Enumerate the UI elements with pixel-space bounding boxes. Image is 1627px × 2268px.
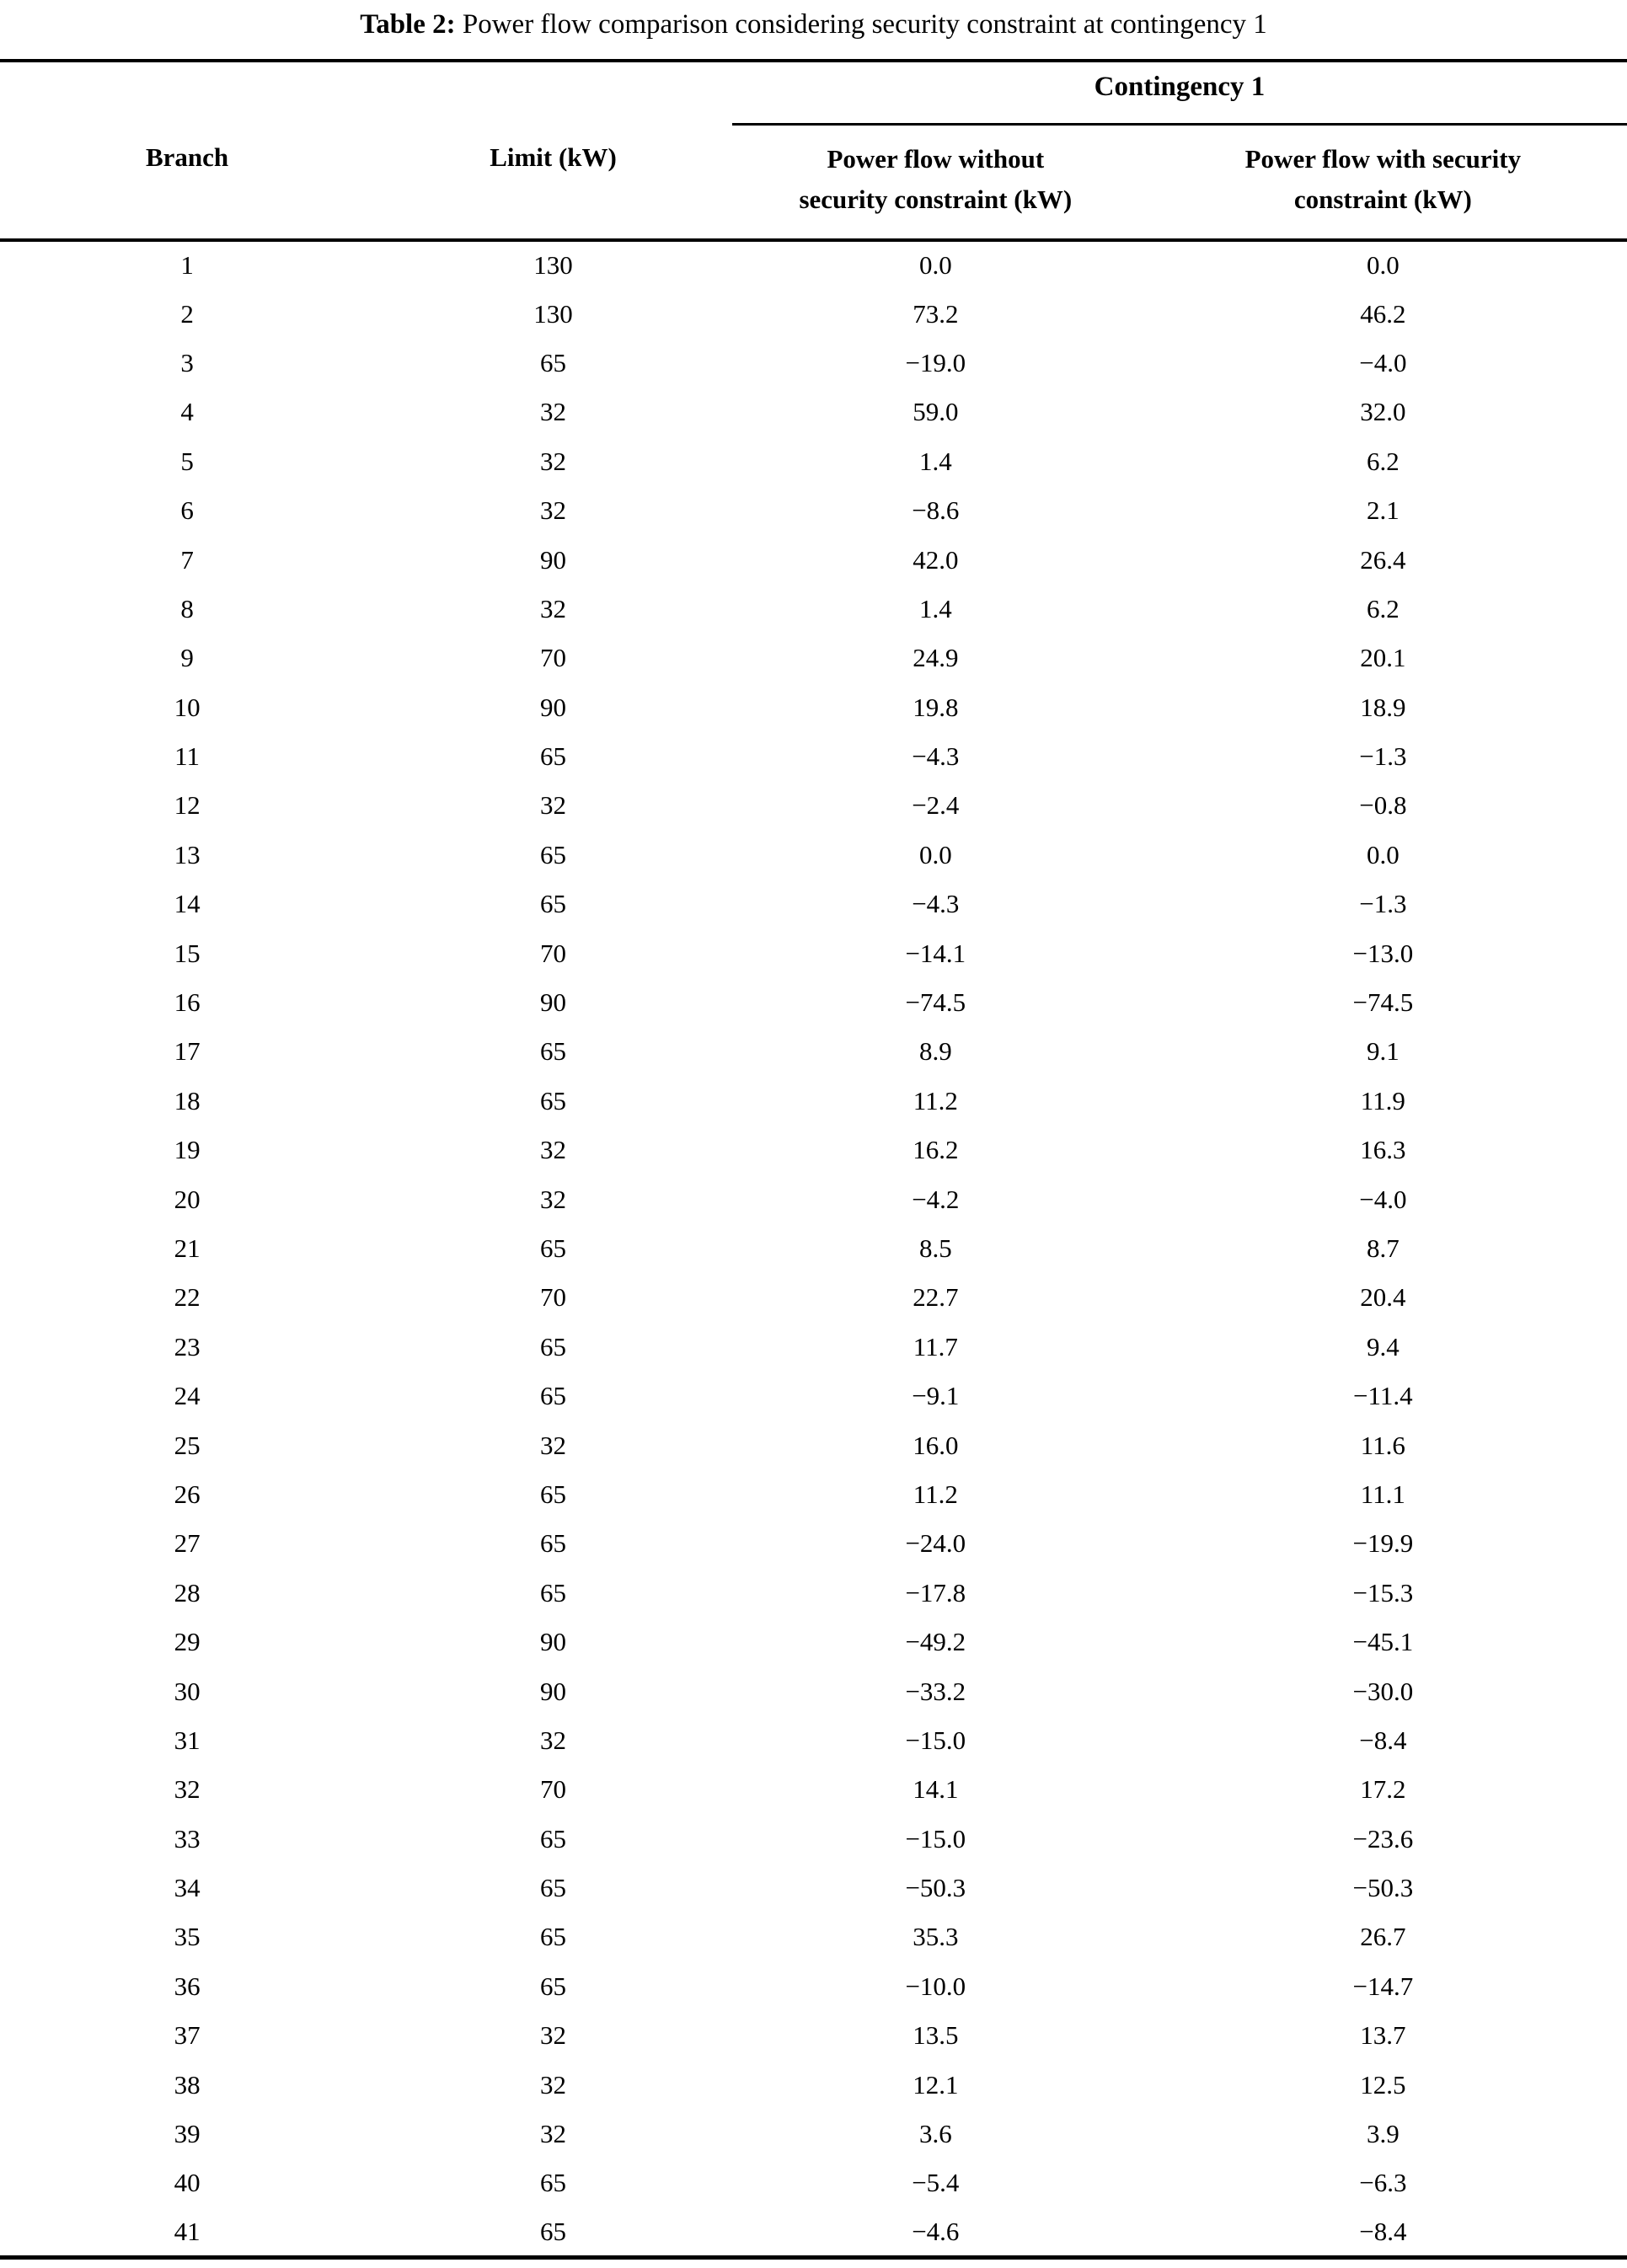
- branch-cell: 31: [174, 1725, 201, 1755]
- branch-cell: 16: [174, 987, 201, 1018]
- flow-without-cell: −50.3: [905, 1873, 966, 1903]
- col-header-limit: [374, 124, 732, 240]
- flow-without-cell: 11.2: [913, 1479, 958, 1509]
- flow-with-cell: 11.6: [1360, 1430, 1405, 1460]
- flow-with-cell: −14.7: [1352, 1971, 1414, 2001]
- table-body: [0, 240, 1627, 2257]
- limit-cell: 65: [540, 1577, 567, 1607]
- limit-cell: 65: [540, 347, 567, 377]
- flow-without-cell: −10.0: [905, 1971, 966, 2001]
- limit-cell: 32: [540, 2020, 567, 2051]
- table-row: [0, 535, 1627, 584]
- group-header-row: [0, 61, 1627, 124]
- table-row: [0, 1519, 1627, 1568]
- flow-without-cell: 59.0: [913, 397, 959, 427]
- flow-without-cell: −4.3: [912, 889, 960, 919]
- flow-without-cell: −8.6: [912, 495, 960, 526]
- limit-cell: 65: [540, 2168, 567, 2198]
- table-row: [0, 732, 1627, 781]
- flow-without-cell: 19.8: [913, 692, 959, 722]
- table-row: [0, 2060, 1627, 2109]
- branch-cell: 4: [180, 397, 194, 427]
- limit-cell: 65: [540, 1381, 567, 1411]
- limit-cell: 90: [540, 1676, 567, 1706]
- limit-cell: 65: [540, 1331, 567, 1361]
- flow-without-cell: −49.2: [905, 1627, 966, 1657]
- table-row: [0, 2158, 1627, 2207]
- flow-without-cell: −2.4: [912, 790, 960, 821]
- flow-with-cell: 26.7: [1360, 1922, 1406, 1952]
- flow-without-cell: −4.6: [912, 2216, 960, 2246]
- branch-cell: 7: [180, 544, 194, 575]
- table-row: [0, 1323, 1627, 1372]
- flow-with-cell: 11.1: [1360, 1479, 1405, 1509]
- col-header-branch: [0, 124, 374, 240]
- limit-cell: 65: [540, 1036, 567, 1067]
- flow-with-cell: 11.9: [1360, 1085, 1405, 1115]
- branch-cell: 33: [174, 1823, 201, 1853]
- limit-cell: 65: [540, 741, 567, 772]
- flow-without-cell: 42.0: [913, 544, 959, 575]
- flow-with-cell: 20.1: [1360, 643, 1406, 673]
- limit-cell: 32: [540, 593, 567, 623]
- flow-with-cell: −8.4: [1359, 2216, 1407, 2246]
- branch-cell: 5: [180, 446, 194, 476]
- limit-cell: 90: [540, 692, 567, 722]
- flow-without-cell: 11.2: [913, 1085, 958, 1115]
- power-flow-table: [0, 59, 1627, 2260]
- flow-with-cell: 0.0: [1366, 839, 1400, 869]
- flow-with-cell: −50.3: [1352, 1873, 1414, 1903]
- limit-cell: 65: [540, 1085, 567, 1115]
- flow-without-cell: 8.5: [918, 1233, 952, 1263]
- branch-cell: 36: [174, 1971, 201, 2001]
- flow-with-cell: −4.0: [1359, 1184, 1407, 1214]
- table-row: [0, 831, 1627, 880]
- branch-cell: 40: [174, 2168, 201, 2198]
- flow-without-cell: 8.9: [918, 1036, 952, 1067]
- table-row: [0, 289, 1627, 338]
- branch-cell: 19: [174, 1135, 201, 1165]
- flow-with-cell: 46.2: [1360, 298, 1406, 329]
- flow-with-cell: 17.2: [1360, 1774, 1406, 1805]
- flow-with-cell: −13.0: [1352, 938, 1414, 968]
- flow-without-cell: −9.1: [912, 1381, 960, 1411]
- branch-cell: 35: [174, 1922, 201, 1952]
- limit-cell: 70: [540, 643, 567, 673]
- flow-without-cell: 16.0: [913, 1430, 959, 1460]
- group-header-contingency-1: Contingency 1: [732, 61, 1627, 124]
- flow-without-cell: 1.4: [918, 593, 952, 623]
- branch-cell: 8: [180, 593, 194, 623]
- table-row: [0, 781, 1627, 830]
- table-row: [0, 1765, 1627, 1814]
- branch-cell: 21: [174, 1233, 201, 1263]
- column-header-row: [0, 124, 1627, 240]
- table-row: [0, 388, 1627, 436]
- table-row: [0, 339, 1627, 388]
- flow-without-cell: 22.7: [913, 1282, 959, 1313]
- table-row: [0, 1273, 1627, 1322]
- col-header-flow-without: [732, 124, 1139, 240]
- flow-with-cell: −23.6: [1352, 1823, 1414, 1853]
- branch-cell: 34: [174, 1873, 201, 1903]
- limit-cell: 90: [540, 987, 567, 1018]
- limit-cell: 65: [540, 1479, 567, 1509]
- col-header-branch-label: Branch: [145, 142, 229, 172]
- flow-without-cell: −17.8: [905, 1577, 966, 1607]
- flow-with-cell: −30.0: [1352, 1676, 1414, 1706]
- table-row: [0, 240, 1627, 289]
- branch-cell: 27: [174, 1528, 201, 1559]
- flow-without-cell: 0.0: [918, 839, 952, 869]
- branch-cell: 13: [174, 839, 201, 869]
- flow-without-cell: 3.6: [918, 2119, 952, 2149]
- limit-cell: 65: [540, 1233, 567, 1263]
- table-row: [0, 1420, 1627, 1469]
- branch-cell: 41: [174, 2216, 201, 2246]
- limit-cell: 65: [540, 1873, 567, 1903]
- table-row: [0, 1815, 1627, 1864]
- table-row: [0, 1666, 1627, 1715]
- branch-cell: 23: [174, 1331, 201, 1361]
- branch-cell: 2: [180, 298, 194, 329]
- branch-cell: 30: [174, 1676, 201, 1706]
- flow-without-cell: −15.0: [905, 1725, 966, 1755]
- branch-cell: 3: [180, 347, 194, 377]
- branch-cell: 38: [174, 2069, 201, 2100]
- table-row: [0, 1174, 1627, 1223]
- flow-without-cell: −5.4: [912, 2168, 960, 2198]
- flow-with-cell: −45.1: [1352, 1627, 1414, 1657]
- flow-with-cell: 2.1: [1366, 495, 1400, 526]
- limit-cell: 32: [540, 495, 567, 526]
- branch-cell: 11: [174, 741, 200, 772]
- flow-with-cell: −6.3: [1359, 2168, 1407, 2198]
- limit-cell: 65: [540, 1922, 567, 1952]
- limit-cell: 65: [540, 1823, 567, 1853]
- table-row: [0, 437, 1627, 486]
- branch-cell: 14: [174, 889, 201, 919]
- table-row: [0, 585, 1627, 634]
- flow-without-cell: 73.2: [913, 298, 959, 329]
- flow-without-cell: −4.2: [912, 1184, 960, 1214]
- branch-cell: 28: [174, 1577, 201, 1607]
- flow-without-cell: 0.0: [918, 250, 952, 281]
- limit-cell: 65: [540, 889, 567, 919]
- table-row: [0, 1224, 1627, 1273]
- flow-with-cell: 18.9: [1360, 692, 1406, 722]
- flow-with-cell: −1.3: [1359, 889, 1407, 919]
- table-row: [0, 1027, 1627, 1076]
- col-header-limit-label: Limit (kW): [490, 142, 617, 172]
- branch-cell: 37: [174, 2020, 201, 2051]
- table-caption-label: Table 2:: [360, 9, 456, 40]
- limit-cell: 32: [540, 790, 567, 821]
- col-header-flow-without-line1: Power flow without: [827, 143, 1045, 174]
- flow-with-cell: −4.0: [1359, 347, 1407, 377]
- flow-with-cell: 6.2: [1366, 446, 1400, 476]
- table-row: [0, 928, 1627, 977]
- flow-with-cell: 32.0: [1360, 397, 1406, 427]
- table-row: [0, 1569, 1627, 1618]
- table-row: [0, 683, 1627, 732]
- flow-with-cell: 26.4: [1360, 544, 1406, 575]
- table-row: [0, 2110, 1627, 2158]
- flow-without-cell: 35.3: [913, 1922, 959, 1952]
- branch-cell: 24: [174, 1381, 201, 1411]
- table-row: [0, 1716, 1627, 1765]
- flow-without-cell: 12.1: [913, 2069, 959, 2100]
- table-row: [0, 1962, 1627, 2011]
- table-row: [0, 1372, 1627, 1420]
- limit-cell: 90: [540, 544, 567, 575]
- flow-with-cell: 9.1: [1366, 1036, 1400, 1067]
- table-row: [0, 1470, 1627, 1519]
- limit-cell: 32: [540, 2119, 567, 2149]
- branch-cell: 10: [174, 692, 201, 722]
- flow-with-cell: 3.9: [1366, 2119, 1400, 2149]
- limit-cell: 32: [540, 1135, 567, 1165]
- col-header-flow-with: [1139, 124, 1627, 240]
- flow-with-cell: 8.7: [1366, 1233, 1400, 1263]
- table-row: [0, 1126, 1627, 1174]
- flow-without-cell: −14.1: [905, 938, 966, 968]
- flow-without-cell: 16.2: [913, 1135, 959, 1165]
- limit-cell: 130: [533, 298, 573, 329]
- table-row: [0, 634, 1627, 682]
- table-row: [0, 1618, 1627, 1666]
- limit-cell: 65: [540, 1971, 567, 2001]
- branch-cell: 18: [174, 1085, 201, 1115]
- branch-cell: 17: [174, 1036, 201, 1067]
- flow-with-cell: 0.0: [1366, 250, 1400, 281]
- table-row: [0, 2011, 1627, 2060]
- limit-cell: 65: [540, 1528, 567, 1559]
- branch-cell: 25: [174, 1430, 201, 1460]
- flow-with-cell: −11.4: [1353, 1381, 1413, 1411]
- flow-without-cell: −33.2: [905, 1676, 966, 1706]
- flow-with-cell: −19.9: [1352, 1528, 1414, 1559]
- limit-cell: 90: [540, 1627, 567, 1657]
- flow-with-cell: 20.4: [1360, 1282, 1406, 1313]
- flow-with-cell: −1.3: [1359, 741, 1407, 772]
- branch-cell: 1: [180, 250, 194, 281]
- branch-cell: 29: [174, 1627, 201, 1657]
- branch-cell: 12: [174, 790, 201, 821]
- table-row: [0, 1864, 1627, 1912]
- flow-with-cell: 6.2: [1366, 593, 1400, 623]
- flow-without-cell: 14.1: [913, 1774, 959, 1805]
- table-row: [0, 1077, 1627, 1126]
- table-caption-text: Power flow comparison considering security constraint at contingency 1: [455, 9, 1267, 40]
- table-caption: [0, 0, 1627, 59]
- limit-cell: 65: [540, 839, 567, 869]
- flow-with-cell: −0.8: [1359, 790, 1407, 821]
- flow-without-cell: −74.5: [905, 987, 966, 1018]
- col-header-flow-with-line1: Power flow with security: [1244, 143, 1522, 174]
- limit-cell: 65: [540, 2216, 567, 2246]
- branch-cell: 26: [174, 1479, 201, 1509]
- limit-cell: 32: [540, 446, 567, 476]
- limit-cell: 32: [540, 1184, 567, 1214]
- group-header-spacer: [374, 61, 732, 124]
- limit-cell: 70: [540, 1774, 567, 1805]
- branch-cell: 39: [174, 2119, 201, 2149]
- limit-cell: 70: [540, 938, 567, 968]
- limit-cell: 32: [540, 2069, 567, 2100]
- table-row: [0, 1912, 1627, 1961]
- table-row: [0, 978, 1627, 1027]
- branch-cell: 15: [174, 938, 201, 968]
- group-header-spacer: [0, 61, 374, 124]
- col-header-flow-without-line2: security constraint (kW): [799, 184, 1073, 214]
- limit-cell: 70: [540, 1282, 567, 1313]
- flow-with-cell: −15.3: [1352, 1577, 1414, 1607]
- flow-with-cell: 16.3: [1360, 1135, 1406, 1165]
- flow-without-cell: −24.0: [905, 1528, 966, 1559]
- flow-with-cell: 9.4: [1366, 1331, 1400, 1361]
- flow-without-cell: 1.4: [918, 446, 952, 476]
- table-row: [0, 880, 1627, 928]
- flow-with-cell: 13.7: [1360, 2020, 1406, 2051]
- branch-cell: 22: [174, 1282, 201, 1313]
- limit-cell: 32: [540, 397, 567, 427]
- limit-cell: 32: [540, 1725, 567, 1755]
- flow-without-cell: 24.9: [913, 643, 959, 673]
- branch-cell: 32: [174, 1774, 201, 1805]
- flow-without-cell: 11.7: [913, 1331, 958, 1361]
- flow-without-cell: 13.5: [913, 2020, 959, 2051]
- branch-cell: 6: [180, 495, 194, 526]
- flow-without-cell: −4.3: [912, 741, 960, 772]
- flow-with-cell: −8.4: [1359, 1725, 1407, 1755]
- branch-cell: 9: [180, 643, 194, 673]
- table-row: [0, 486, 1627, 535]
- table-row: [0, 2208, 1627, 2257]
- limit-cell: 130: [533, 250, 573, 281]
- branch-cell: 20: [174, 1184, 201, 1214]
- table-header: [0, 61, 1627, 240]
- flow-without-cell: −15.0: [905, 1823, 966, 1853]
- flow-without-cell: −19.0: [905, 347, 966, 377]
- flow-with-cell: −74.5: [1352, 987, 1414, 1018]
- limit-cell: 32: [540, 1430, 567, 1460]
- flow-with-cell: 12.5: [1360, 2069, 1406, 2100]
- col-header-flow-with-line2: constraint (kW): [1293, 184, 1472, 214]
